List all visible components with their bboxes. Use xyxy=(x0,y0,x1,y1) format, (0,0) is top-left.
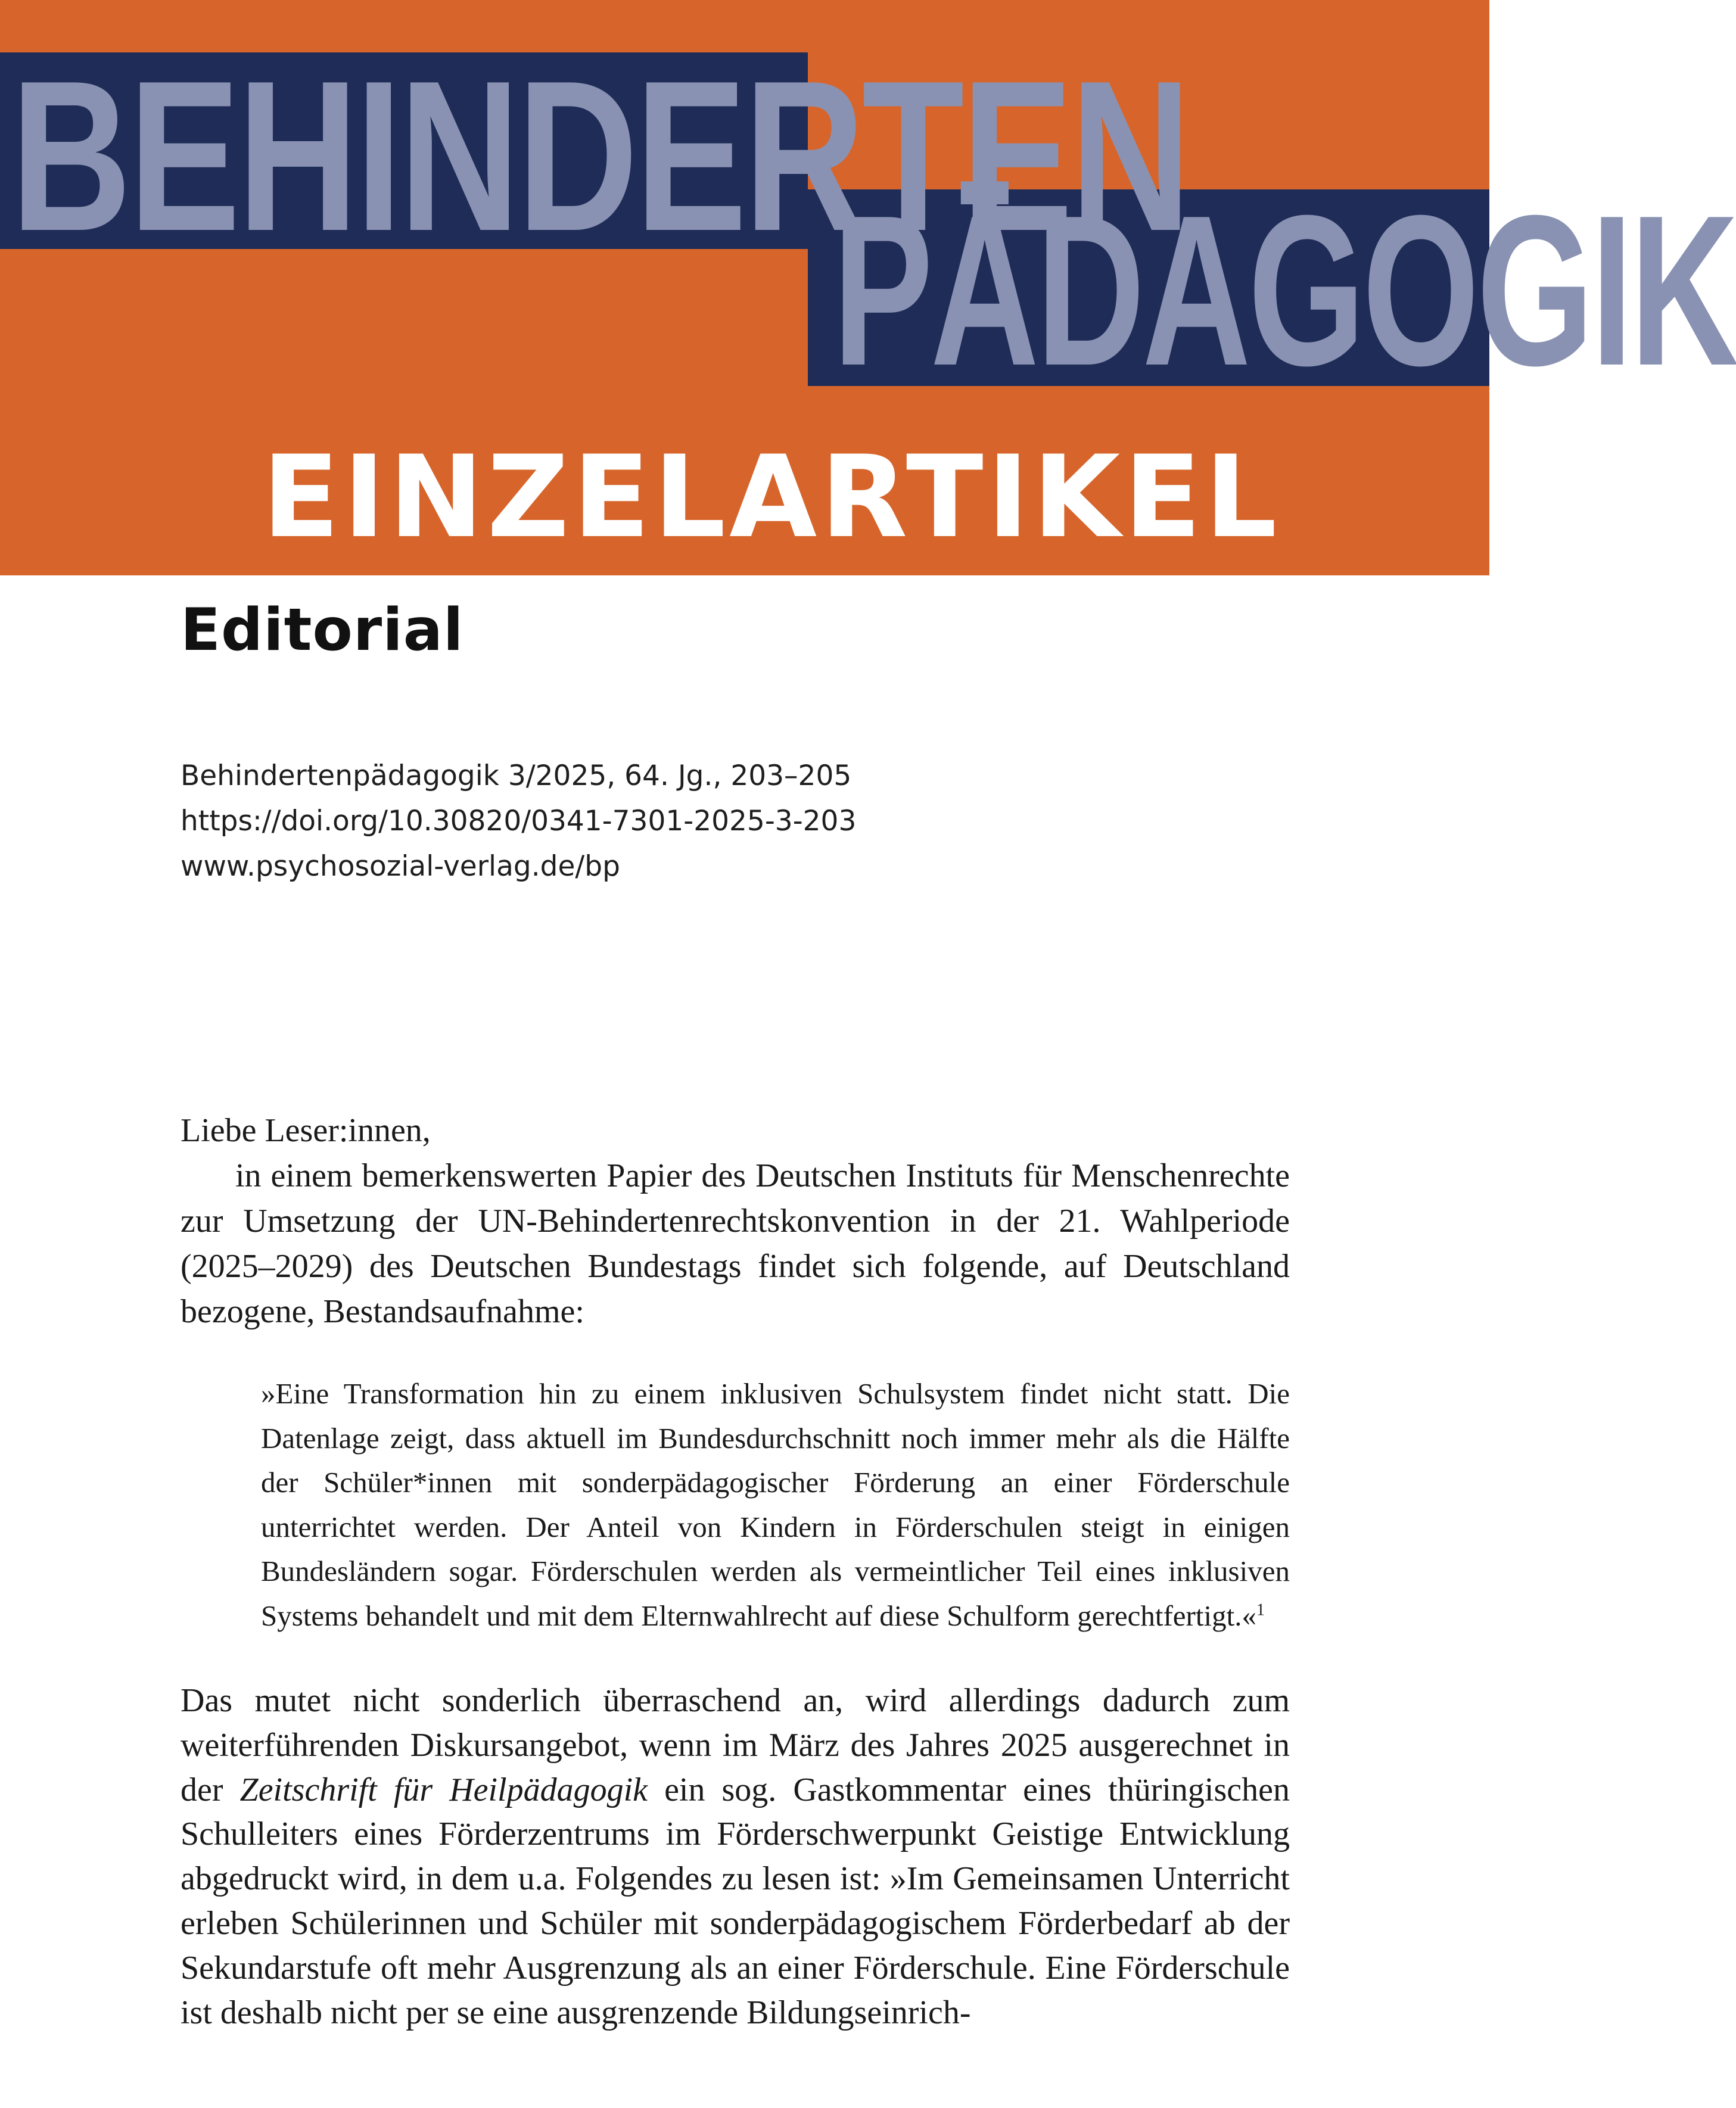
main-paragraph xyxy=(181,1679,1290,2035)
article-title: Editorial xyxy=(181,596,464,664)
citation-line: Behindertenpädagogik 3/2025, 64. Jg., 203–205 xyxy=(181,759,852,792)
block-quote xyxy=(261,1372,1290,1638)
journal-name: Zeitschrift für Heilpädagogik xyxy=(239,1771,648,1808)
intro-paragraph-text: in einem bemerkenswerten Papier des Deutschen Instituts für Menschenrechte zur Umsetzung der UN-Behindertenrechtskonvention in der 21. Wahlperiode (2025–2029) des Deutschen Bundestags findet sich folgende, auf Deutschland bezogene, Bestandsaufnahme: xyxy=(181,1157,1290,1330)
journal-title-line-2: PÄDAGOGIK xyxy=(833,171,1736,410)
main-paragraph-text-2: ein sog. Gastkommentar eines thüringischen Schulleiters eines Förderzentrums im Förderschwerpunkt Geistige Entwicklung abgedruckt wird, in dem u.a. Folgendes zu lesen ist: »Im Gemeinsamen Unterricht erleben Schülerinnen und Schüler mit sonderpädagogischem Förderbedarf ab der Sekundarstufe oft mehr Ausgrenzung als an einer Förderschule. Eine Förderschule ist deshalb nicht per se eine ausgrenzende Bildungseinrich- xyxy=(181,1771,1290,2031)
intro-paragraph xyxy=(181,1153,1290,1334)
article-meta xyxy=(181,753,1193,889)
salutation: Liebe Leser:innen, xyxy=(181,1112,431,1149)
footnote-marker[interactable]: 1 xyxy=(1256,1601,1265,1620)
website-link[interactable]: www.psychosozial-verlag.de/bp xyxy=(181,850,620,883)
single-article-label: EINZELARTIKEL xyxy=(262,431,1281,563)
journal-title-line-1: BEHINDERTEN xyxy=(11,36,1189,276)
doi-link[interactable]: https://doi.org/10.30820/0341-7301-2025-3-203 xyxy=(181,805,857,837)
main-paragraph-text-1: Das mutet nicht sonderlich überraschend an, wird allerdings dadurch zum weiterführenden Diskursangebot, wenn im März des Jahres 2025 ausgerechnet in der xyxy=(181,1682,1290,1808)
block-quote-text: »Eine Transformation hin zu einem inklusiven Schulsystem findet nicht statt. Die Datenlage zeigt, dass aktuell im Bundesdurchschnitt noch immer mehr als die Hälfte der Schüler*innen mit sonderpädagogischer Förderung an einer Förderschule unterrichtet werden. Der Anteil von Kindern in Förderschulen steigt in einigen Bundesländern sogar. Förderschulen werden als vermeintlicher Teil eines inklusiven Systems behandelt und mit dem Elternwahlrecht auf diese Schulform gerechtfertigt.« xyxy=(261,1377,1290,1632)
